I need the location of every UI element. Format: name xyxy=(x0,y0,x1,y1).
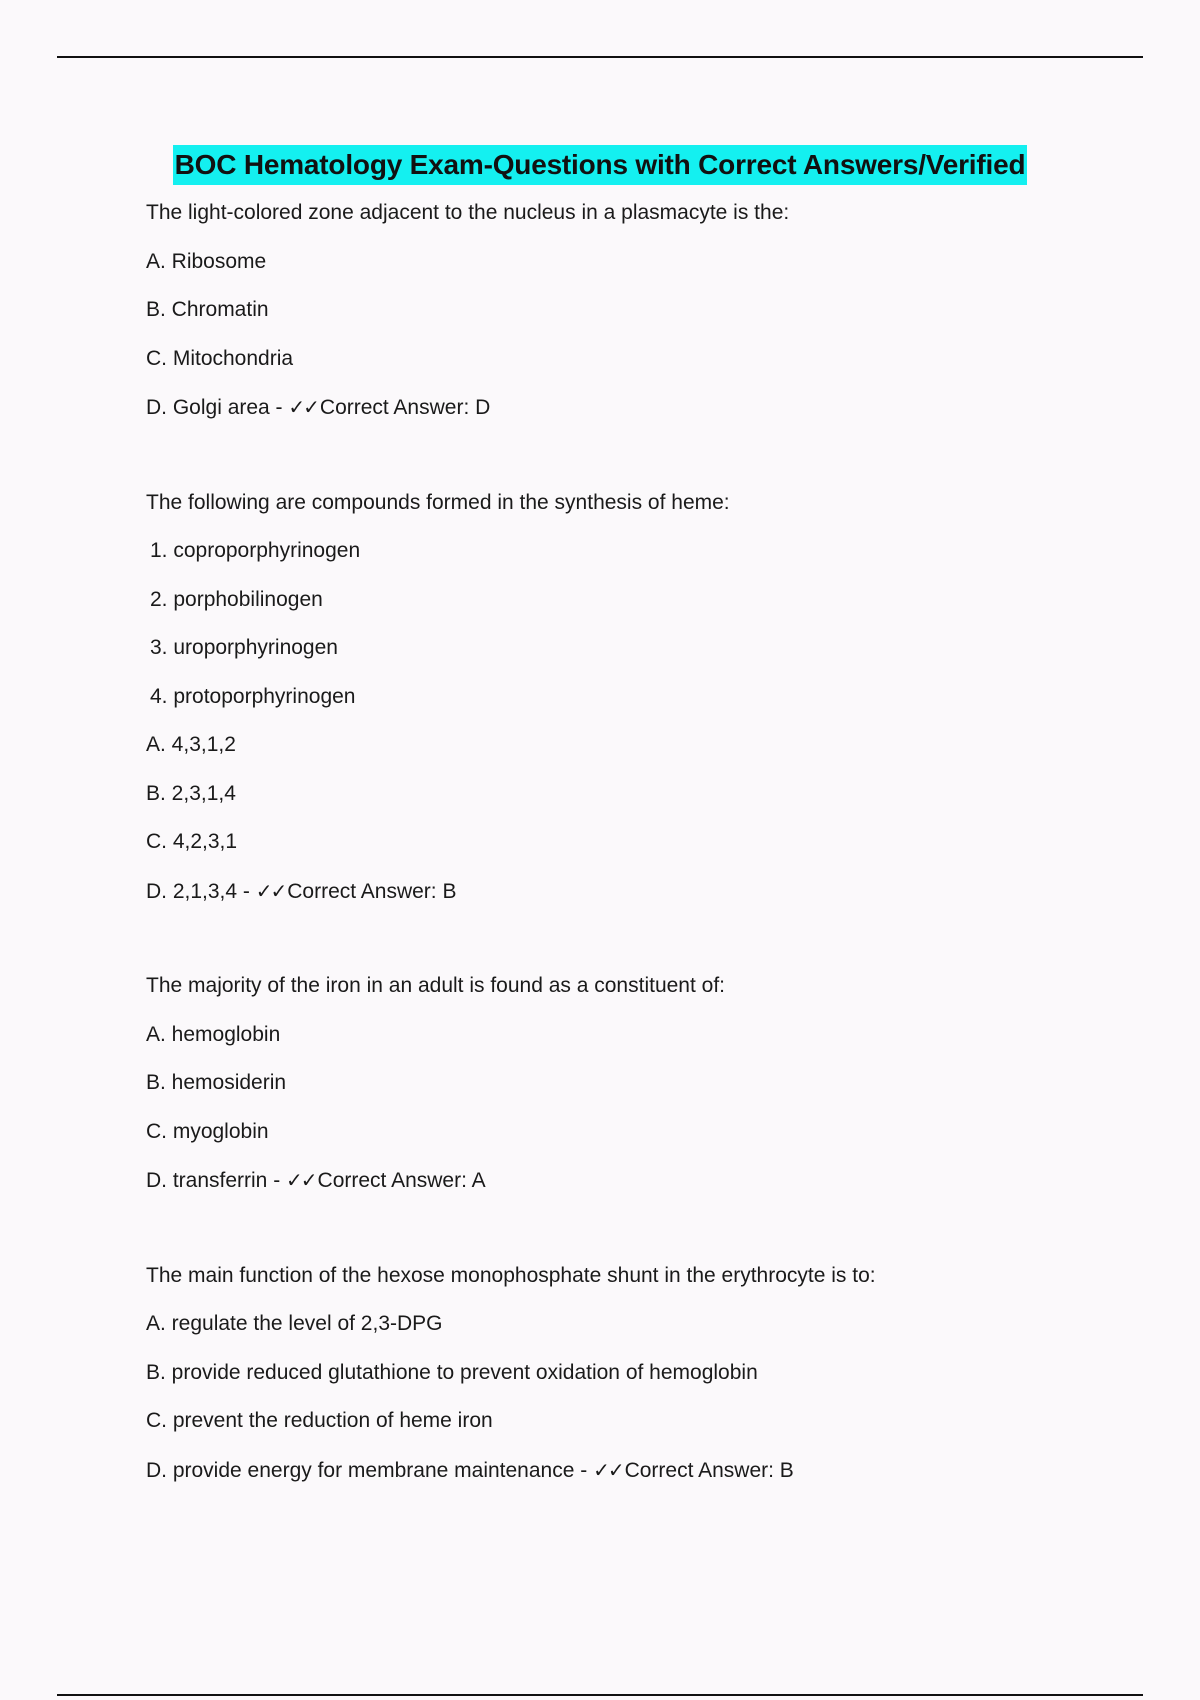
double-check-icon: ✓✓ xyxy=(255,878,286,903)
option-d: D. Golgi area - xyxy=(146,396,289,419)
correct-answer: Correct Answer: A xyxy=(317,1169,486,1192)
document-title: BOC Hematology Exam-Questions with Correct Answers/Verified xyxy=(173,145,1028,185)
list-item-1: 1. coproporphyrinogen xyxy=(150,539,361,562)
question-1 xyxy=(146,200,1146,420)
question-spacer xyxy=(146,443,1146,490)
option-b: B. 2,3,1,4 xyxy=(146,781,236,805)
correct-answer: Correct Answer: B xyxy=(624,1458,794,1482)
list-item-2: 2. porphobilinogen xyxy=(150,587,323,611)
option-d: D. provide energy for membrane maintenance - xyxy=(146,1458,594,1482)
option-b: B. Chromatin xyxy=(146,298,269,321)
option-d-with-answer xyxy=(146,394,1146,420)
title-container xyxy=(0,145,1200,185)
option-d-with-answer xyxy=(146,878,1146,904)
question-4 xyxy=(146,1263,1146,1483)
question-stem: The main function of the hexose monophosphate shunt in the erythrocyte is to: xyxy=(146,1263,876,1287)
header-rule xyxy=(57,56,1143,58)
option-d-with-answer xyxy=(146,1457,1146,1483)
correct-answer: Correct Answer: D xyxy=(319,396,491,419)
question-2 xyxy=(146,490,1146,904)
footer-rule xyxy=(57,1694,1143,1696)
option-b: B. hemosiderin xyxy=(146,1071,287,1094)
question-stem: The majority of the iron in an adult is found as a constituent of: xyxy=(146,974,725,997)
question-list xyxy=(146,200,1146,1505)
option-a: A. hemoglobin xyxy=(146,1022,281,1046)
option-a: A. 4,3,1,2 xyxy=(146,733,236,756)
question-stem: The following are compounds formed in the synthesis of heme: xyxy=(146,490,730,514)
list-item-3: 3. uroporphyrinogen xyxy=(150,636,338,659)
option-d: D. transferrin - xyxy=(146,1169,287,1192)
option-b: B. provide reduced glutathione to prevent oxidation of hemoglobin xyxy=(146,1360,758,1384)
option-c: C. myoglobin xyxy=(146,1119,269,1143)
option-c: C. Mitochondria xyxy=(146,346,294,370)
option-c: C. 4,2,3,1 xyxy=(146,830,238,853)
option-d: D. 2,1,3,4 - xyxy=(146,879,256,903)
double-check-icon: ✓✓ xyxy=(286,1168,316,1192)
correct-answer: Correct Answer: B xyxy=(287,879,457,903)
option-d-with-answer xyxy=(146,1167,1146,1193)
double-check-icon: ✓✓ xyxy=(288,395,318,419)
question-spacer xyxy=(146,926,1146,973)
option-a: A. regulate the level of 2,3-DPG xyxy=(146,1312,443,1335)
question-3 xyxy=(146,973,1146,1193)
question-spacer xyxy=(146,1216,1146,1263)
option-c: C. prevent the reduction of heme iron xyxy=(146,1409,493,1432)
list-item-4: 4. protoporphyrinogen xyxy=(150,684,356,708)
double-check-icon: ✓✓ xyxy=(593,1457,623,1482)
option-a: A. Ribosome xyxy=(146,249,267,273)
question-stem: The light-colored zone adjacent to the nucleus in a plasmacyte is the: xyxy=(146,201,790,224)
